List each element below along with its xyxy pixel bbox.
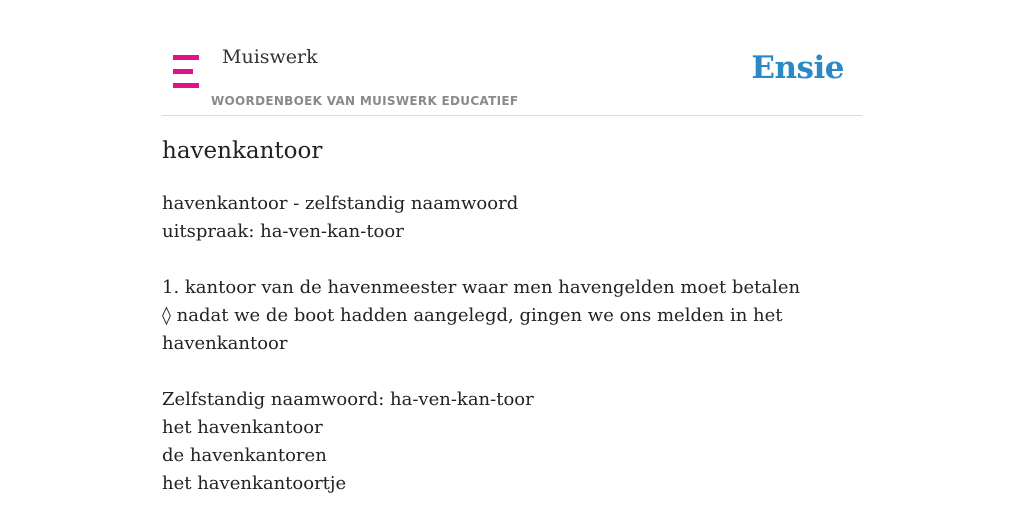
site-header (162, 0, 862, 116)
pronunciation: uitspraak: ha-ven-kan-toor (162, 221, 404, 242)
definition-entry (162, 190, 862, 498)
form-diminutive: het havenkantoortje (162, 473, 347, 494)
definition-1: 1. kantoor van de havenmeester waar men havengelden moet betalen (162, 277, 801, 298)
example-line-1: ◊ nadat we de boot hadden aangelegd, gingen we ons melden in het (162, 305, 783, 326)
form-singular: het havenkantoor (162, 417, 323, 438)
entry-headline: havenkantoor - zelfstandig naamwoord (162, 193, 519, 214)
brand-name[interactable]: Muiswerk (222, 46, 318, 68)
ensie-logo[interactable]: Ensie (751, 50, 844, 86)
muiswerk-logo-icon[interactable] (173, 55, 201, 88)
spacer (162, 358, 862, 386)
example-line-2: havenkantoor (162, 333, 288, 354)
brand-subtitle: WOORDENBOEK VAN MUISWERK EDUCATIEF (211, 94, 519, 108)
main-content (162, 138, 862, 498)
spacer (162, 246, 862, 274)
form-plural: de havenkantoren (162, 445, 327, 466)
word-class-heading: Zelfstandig naamwoord: ha-ven-kan-toor (162, 389, 534, 410)
page-title: havenkantoor (162, 138, 323, 164)
